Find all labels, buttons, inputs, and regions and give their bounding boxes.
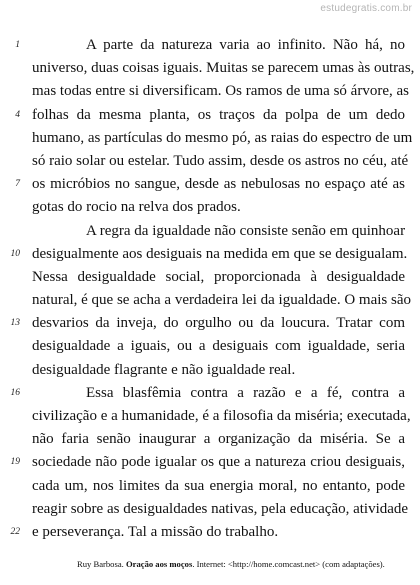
line-text: só raio solar ou estelar. Tudo assim, desde os astros no céu, até	[32, 152, 409, 169]
line-text: desigualdade flagrante e não igualdade real.	[32, 361, 296, 378]
text-line	[32, 498, 409, 521]
line-text: A regra da igualdade não consiste senão em quinhoar	[86, 222, 406, 239]
text-line	[32, 475, 405, 498]
text-line	[32, 220, 405, 243]
line-number: 22	[10, 526, 20, 537]
text-line	[10, 382, 405, 405]
line-text: humano, as partículas do mesmo pó, as raias do espectro de um	[32, 129, 413, 146]
line-text: desigualmente aos desiguais na medida em que se desigualam.	[32, 245, 408, 262]
source-title: Oração aos moços	[125, 559, 193, 569]
source-citation	[77, 559, 385, 569]
line-text: cada um, nos limites da sua energia moral, no entanto, pode	[32, 477, 405, 494]
text-line	[32, 335, 405, 358]
source-details: . Internet: <http://home.comcast.net> (com adaptações).	[192, 559, 385, 569]
line-text: Essa blasfêmia contra a razão e a fé, contra a	[86, 384, 405, 401]
line-text: os micróbios no sangue, desde as nebulosas no espaço até as	[32, 176, 405, 193]
line-text: folhas da mesma planta, os traços da polpa de um dedo	[32, 106, 405, 123]
text-line	[15, 104, 405, 127]
line-text: sociedade não pode igualar os que a natureza criou desiguais,	[32, 454, 405, 471]
text-line	[32, 266, 405, 289]
line-number: 16	[10, 387, 20, 398]
text-line	[32, 359, 405, 382]
text-line	[10, 521, 405, 544]
document-body	[10, 34, 415, 544]
text-line	[32, 289, 411, 312]
text-line	[32, 80, 409, 103]
line-text: não faria senão inaugurar a organização da miséria. Se a	[32, 431, 405, 448]
line-number: 1	[15, 40, 20, 50]
text-line	[32, 405, 411, 428]
text-line	[10, 243, 408, 266]
text-line	[10, 312, 405, 335]
line-text: natural, é que se acha a verdadeira lei da igualdade. O mais são	[32, 292, 411, 309]
text-line	[15, 34, 405, 57]
line-text: A parte da natureza varia ao infinito. Não há, no	[86, 37, 405, 53]
text-line	[32, 57, 415, 80]
line-number: 7	[15, 179, 20, 190]
source-author: Ruy Barbosa.	[77, 559, 124, 569]
line-text: Nessa desigualdade social, proporcionada à desigualdade	[32, 268, 405, 285]
text-line	[10, 451, 405, 474]
line-number: 4	[15, 109, 20, 120]
text-line	[32, 196, 405, 219]
line-text: mas todas entre si diversificam. Os ramos de uma só árvore, as	[32, 83, 409, 100]
text-line	[32, 127, 413, 150]
line-text: desvarios da inveja, do orgulho ou da loucura. Tratar com	[32, 315, 405, 332]
line-number: 10	[10, 248, 20, 259]
line-number: 13	[10, 318, 20, 329]
line-text: desigualdade a iguais, ou a desiguais com igualdade, seria	[32, 338, 405, 355]
line-text: gotas do rocio na relva dos prados.	[32, 199, 241, 216]
text-line	[32, 150, 409, 173]
line-number: 19	[10, 457, 20, 468]
line-text: e perseverança. Tal a missão do trabalho.	[32, 523, 279, 540]
line-text: reagir sobre as desigualdades nativas, pela educação, atividade	[32, 500, 409, 517]
watermark-text: estudegratis.com.br	[320, 3, 412, 14]
text-line	[32, 428, 405, 451]
text-line	[15, 173, 405, 196]
line-text: universo, duas coisas iguais. Muitas se parecem umas às outras,	[32, 60, 415, 77]
line-text: civilização e a humanidade, é a filosofia da miséria; executada,	[32, 408, 411, 424]
